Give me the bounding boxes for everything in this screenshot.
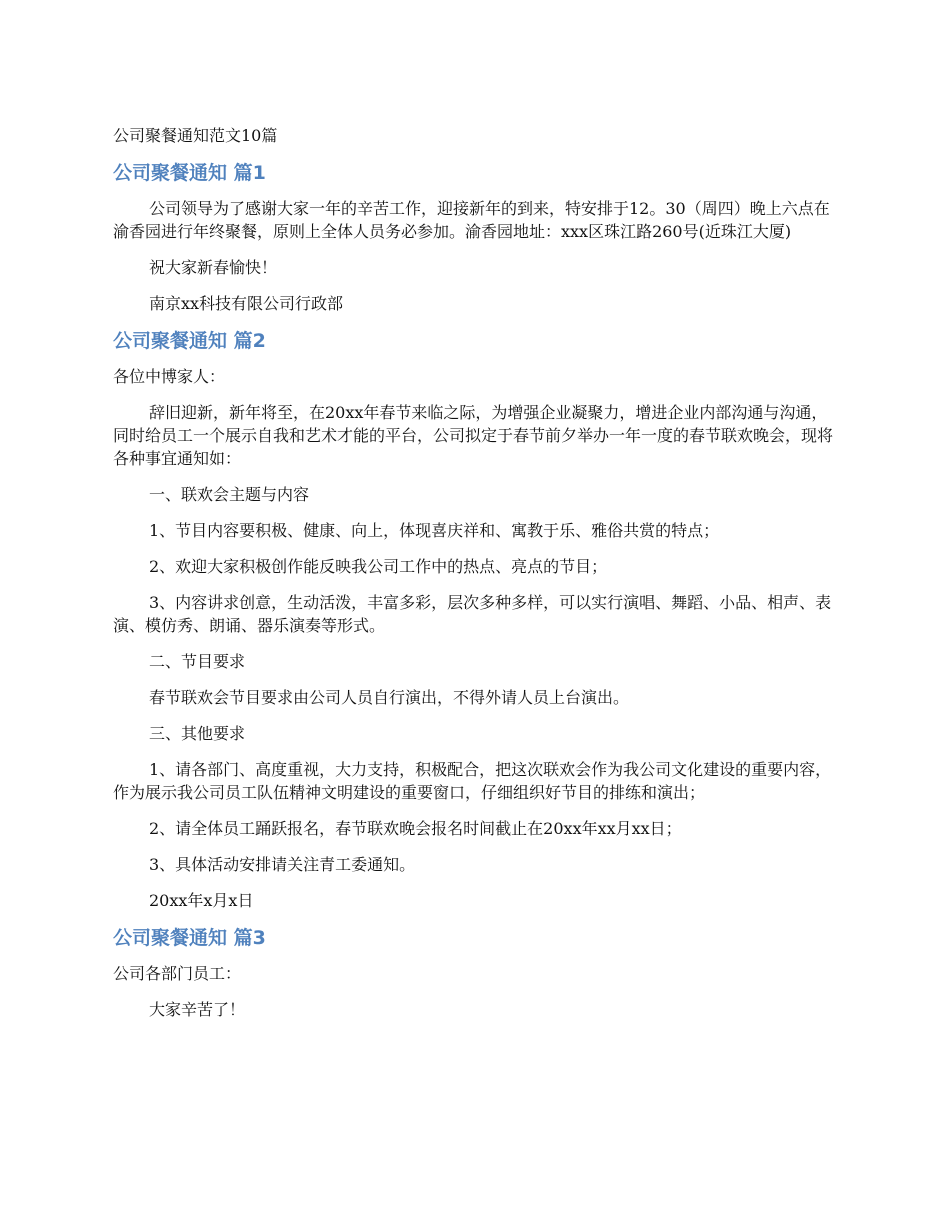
paragraph: 一、联欢会主题与内容 — [149, 485, 310, 504]
document-title: 公司聚餐通知范文10篇 — [113, 126, 278, 145]
section-heading-2: 公司聚餐通知 篇2 — [113, 330, 266, 352]
section-heading-3: 公司聚餐通知 篇3 — [113, 927, 266, 949]
paragraph: 三、其他要求 — [149, 724, 246, 743]
document-page — [113, 124, 838, 1034]
section-heading-1: 公司聚餐通知 篇1 — [113, 162, 266, 184]
paragraph: 二、节目要求 — [149, 652, 246, 671]
paragraph: 2、欢迎大家积极创作能反映我公司工作中的热点、亮点的节目； — [149, 557, 608, 576]
salutation: 公司各部门员工： — [113, 964, 242, 983]
paragraph: 3、内容讲求创意，生动活泼，丰富多彩，层次多种多样，可以实行演唱、舞蹈、小品、相声、表演、模仿秀、朗诵、器乐演奏等形式。 — [113, 593, 832, 635]
paragraph: 3、具体活动安排请关注青工委通知。 — [149, 855, 416, 874]
paragraph: 1、请各部门、高度重视，大力支持，积极配合，把这次联欢会作为我公司文化建设的重要内容，作为展示我公司员工队伍精神文明建设的重要窗口，仔细组织好节目的排练和演出； — [113, 760, 832, 802]
paragraph: 春节联欢会节目要求由公司人员自行演出，不得外请人员上台演出。 — [149, 688, 630, 707]
paragraph: 大家辛苦了！ — [149, 1000, 246, 1019]
paragraph: 辞旧迎新，新年将至，在20xx年春节来临之际，为增强企业凝聚力，增进企业内部沟通与沟通，同时给员工一个展示自我和艺术才能的平台，公司拟定于春节前夕举办一年一度的春节联欢晚会，现将各种事宜通知如： — [113, 403, 834, 468]
paragraph: 南京xx科技有限公司行政部 — [149, 294, 344, 313]
paragraph: 1、节目内容要积极、健康、向上，体现喜庆祥和、寓教于乐、雅俗共赏的特点； — [149, 521, 720, 540]
salutation: 各位中博家人： — [113, 367, 226, 386]
paragraph: 2、请全体员工踊跃报名，春节联欢晚会报名时间截止在20xx年xx月xx日； — [149, 819, 682, 838]
paragraph: 祝大家新春愉快！ — [149, 258, 278, 277]
paragraph: 公司领导为了感谢大家一年的辛苦工作，迎接新年的到来，特安排于12。30（周四）晚上六点在渝香园进行年终聚餐，原则上全体人员务必参加。渝香园地址：xxx区珠江路260号(近珠江大厦) — [113, 199, 830, 241]
date-line: 20xx年x月x日 — [149, 891, 254, 910]
